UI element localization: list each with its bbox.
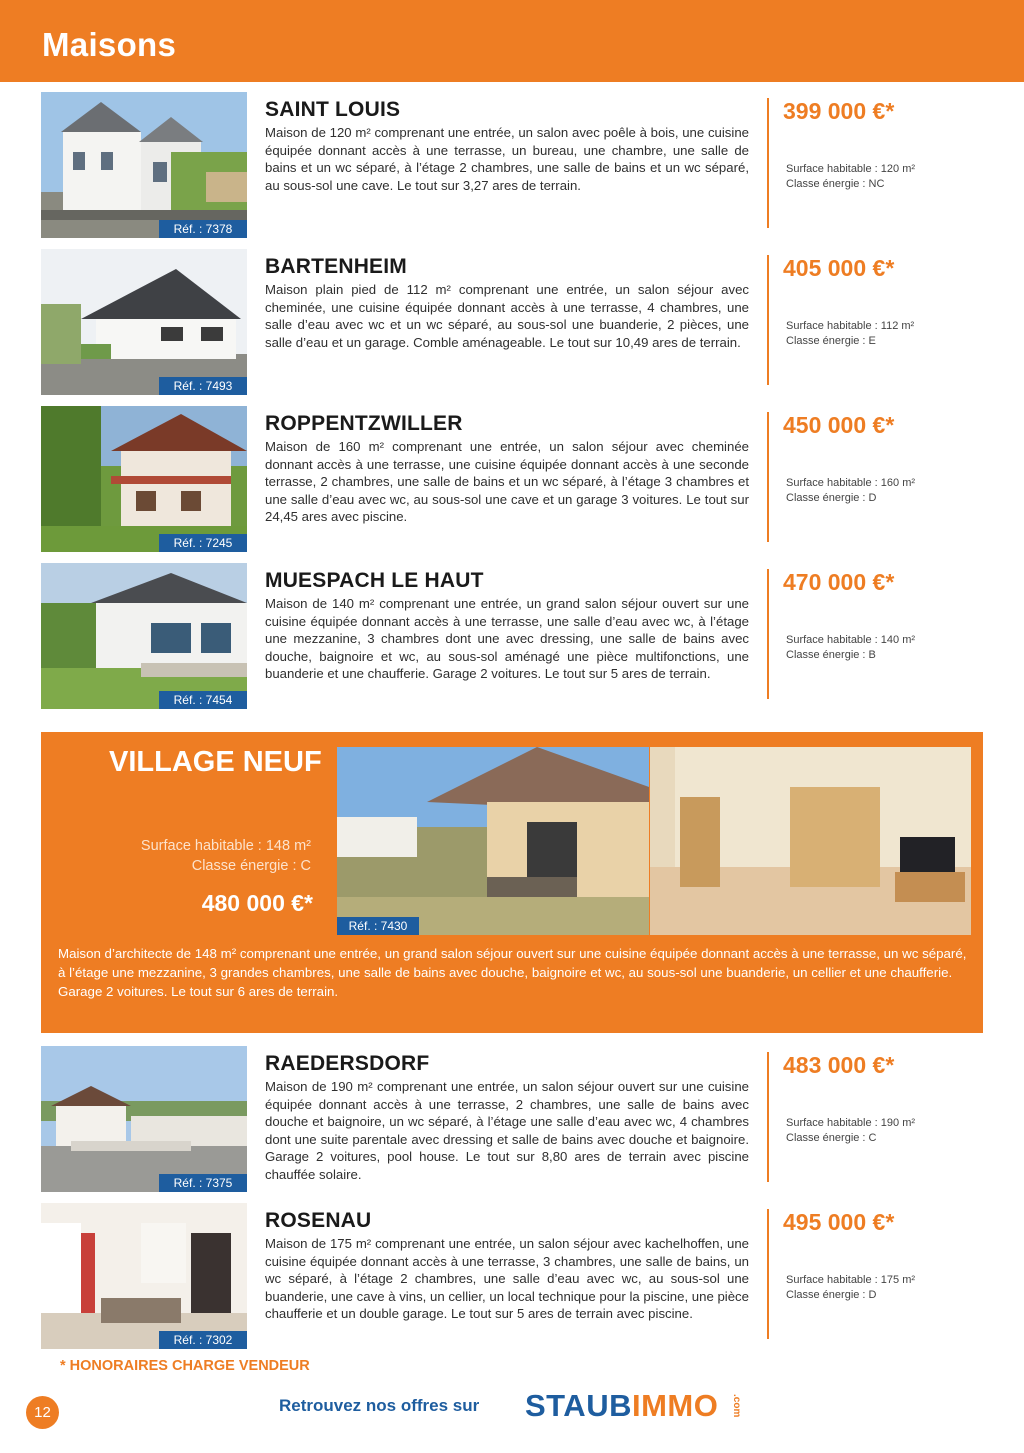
- page-title: Maisons: [42, 26, 177, 63]
- page-number: 12: [26, 1396, 59, 1429]
- listing-price: 450 000 €*: [783, 412, 895, 438]
- listing-specs: [786, 1273, 915, 1303]
- listing-price: 495 000 €*: [783, 1209, 895, 1235]
- listing-price: 405 000 €*: [783, 255, 895, 281]
- reference-badge: Réf. : 7378: [159, 220, 247, 238]
- energy-label: Classe énergie : NC: [786, 178, 885, 190]
- listing-photo[interactable]: [41, 563, 247, 709]
- listing-card[interactable]: [0, 249, 1024, 395]
- listing-description: Maison de 190 m² comprenant une entrée, un salon séjour ouvert sur une cuisine équipée donnant accès à une terrasse, 2 chambres, une salle de bains avec douche et baignoire, un wc séparé, à l’étage une salle d’eau avec wc, 4 chambres dont une suite parentale avec dressing et salle de bains avec douche et baignoire. Garage 2 voitures, pool house. Le tout sur 8,80 ares de terrain avec piscine chauffée solaire.: [265, 1079, 749, 1182]
- divider: [767, 98, 769, 228]
- surface-label: Surface habitable : 120 m²: [786, 163, 916, 175]
- listing-card[interactable]: [0, 1203, 1024, 1349]
- listing-photo[interactable]: [41, 406, 247, 552]
- header-bar: [0, 0, 1024, 82]
- energy-label: Classe énergie : D: [786, 1289, 877, 1301]
- surface-label: Surface habitable : 112 m²: [786, 320, 915, 332]
- listing-description: Maison plain pied de 112 m² comprenant une entrée, un salon séjour avec cheminée, une cuisine équipée donnant accès à une terrasse, 4 chambres, une salle d’eau avec wc et un wc séparé, au sous-sol une buanderie, 2 pièces, une salle d’eau et un garage. Comble aménageable. Le tout sur 10,49 ares de terrain.: [265, 282, 749, 350]
- divider: [767, 255, 769, 385]
- energy-label: Classe énergie : E: [786, 335, 876, 347]
- surface-label: Surface habitable : 160 m²: [786, 477, 916, 489]
- energy-label: Classe énergie : D: [786, 492, 877, 504]
- listing-town: RAEDERSDORF: [265, 1052, 430, 1075]
- listing-photo[interactable]: [41, 1203, 247, 1349]
- listing-photo[interactable]: [41, 92, 247, 238]
- featured-listing[interactable]: [41, 732, 983, 1033]
- reference-badge: Réf. : 7430: [337, 917, 419, 935]
- listing-photo[interactable]: [41, 249, 247, 395]
- listing-town: BARTENHEIM: [265, 255, 407, 278]
- listing-card[interactable]: [0, 1046, 1024, 1192]
- listing-specs: [786, 162, 915, 192]
- energy-label: Classe énergie : B: [786, 649, 876, 661]
- listing-town: MUESPACH LE HAUT: [265, 569, 484, 592]
- listing-card[interactable]: [0, 563, 1024, 709]
- featured-price: 480 000 €*: [201, 890, 313, 916]
- brand-domain-suffix: [731, 1392, 745, 1424]
- listing-specs: [786, 1116, 915, 1146]
- listing-description: Maison de 175 m² comprenant une entrée, un salon séjour avec kachelhoffen, une cuisine équipée donnant accès à une terrasse, 3 chambres, une salle de bains, un wc séparé, à l’étage 2 chambres, une salle d’eau avec wc, au sous-sol une buanderie, une cave à vins, un cellier, un local technique pour la piscine, une pièce chaufferie et un double garage. Le tout sur 5 ares de terrain avec piscine.: [265, 1236, 749, 1322]
- featured-town: VILLAGE NEUF: [109, 746, 322, 778]
- featured-specs: [141, 836, 311, 876]
- brand-suffix-text: .com: [731, 1394, 742, 1418]
- surface-label: Surface habitable : 175 m²: [786, 1274, 916, 1286]
- listing-town: ROPPENTZWILLER: [265, 412, 463, 435]
- listing-price: 399 000 €*: [783, 98, 895, 124]
- featured-description: Maison d’architecte de 148 m² comprenant une entrée, un grand salon séjour ouvert sur une cuisine équipée donnant accès à une terrasse, un wc séparé, à l’étage une mezzanine, 3 grandes chambres, une salle de bains avec douche, baignoire et wc, au sous-sol une buanderie, un cellier et une chaufferie. Garage 2 voitures. Le tout sur 6 ares de terrain.: [58, 946, 967, 999]
- featured-photo-exterior[interactable]: [337, 747, 649, 935]
- featured-photo-interior[interactable]: [650, 747, 971, 935]
- divider: [767, 1052, 769, 1182]
- brand-logo[interactable]: [525, 1388, 718, 1424]
- listing-photo[interactable]: [41, 1046, 247, 1192]
- listing-price: 483 000 €*: [783, 1052, 895, 1078]
- listing-specs: [786, 476, 915, 506]
- divider: [767, 569, 769, 699]
- listing-specs: [786, 319, 914, 349]
- reference-badge: Réf. : 7375: [159, 1174, 247, 1192]
- reference-badge: Réf. : 7245: [159, 534, 247, 552]
- listing-town: ROSENAU: [265, 1209, 372, 1232]
- listing-description: Maison de 140 m² comprenant une entrée, un grand salon séjour ouvert sur une cuisine équipée donnant accès à une terrasse, une salle d’eau avec wc, à l’étage une mezzanine, 3 chambres dont une avec dressing, une salle de bains avec douche, baignoire et wc, au sous-sol aménagé une pièce multifonctions, une buanderie et une chaufferie. Garage 2 voitures. Le tout sur 5 ares de terrain.: [265, 596, 749, 682]
- energy-label: Classe énergie : C: [191, 858, 311, 874]
- reference-badge: Réf. : 7302: [159, 1331, 247, 1349]
- listing-town: SAINT LOUIS: [265, 98, 401, 121]
- listing-price: 470 000 €*: [783, 569, 895, 595]
- fee-note: * HONORAIRES CHARGE VENDEUR: [60, 1358, 310, 1374]
- divider: [767, 1209, 769, 1339]
- brand-part-1: STAUB: [525, 1388, 632, 1423]
- surface-label: Surface habitable : 148 m²: [140, 838, 311, 854]
- divider: [767, 412, 769, 542]
- footer-tagline: Retrouvez nos offres sur: [279, 1396, 480, 1415]
- listing-description: Maison de 120 m² comprenant une entrée, un salon avec poêle à bois, une cuisine équipée donnant accès à une terrasse, un bureau, une chambre, une salle de bains et un wc séparé, à l’étage 2 chambres, une salle de bains et un wc séparé, au sous-sol une cave. Le tout sur 3,27 ares de terrain.: [265, 125, 749, 193]
- reference-badge: Réf. : 7454: [159, 691, 247, 709]
- surface-label: Surface habitable : 140 m²: [786, 634, 916, 646]
- listing-description: Maison de 160 m² comprenant une entrée, un salon séjour avec cheminée donnant accès à une terrasse, une cuisine équipée donnant accès à une seconde terrasse, 2 chambres, une salle de bains et un wc séparé, à l’étage 3 chambres et une salle d’eau avec wc, au sous-sol une cave et un garage 3 voitures. Le tout sur 24,45 ares avec piscine.: [265, 439, 749, 525]
- surface-label: Surface habitable : 190 m²: [786, 1117, 916, 1129]
- listing-card[interactable]: [0, 406, 1024, 552]
- listing-specs: [786, 633, 915, 663]
- brand-part-2: IMMO: [631, 1388, 719, 1423]
- energy-label: Classe énergie : C: [786, 1132, 877, 1144]
- listing-card[interactable]: [0, 92, 1024, 238]
- reference-badge: Réf. : 7493: [159, 377, 247, 395]
